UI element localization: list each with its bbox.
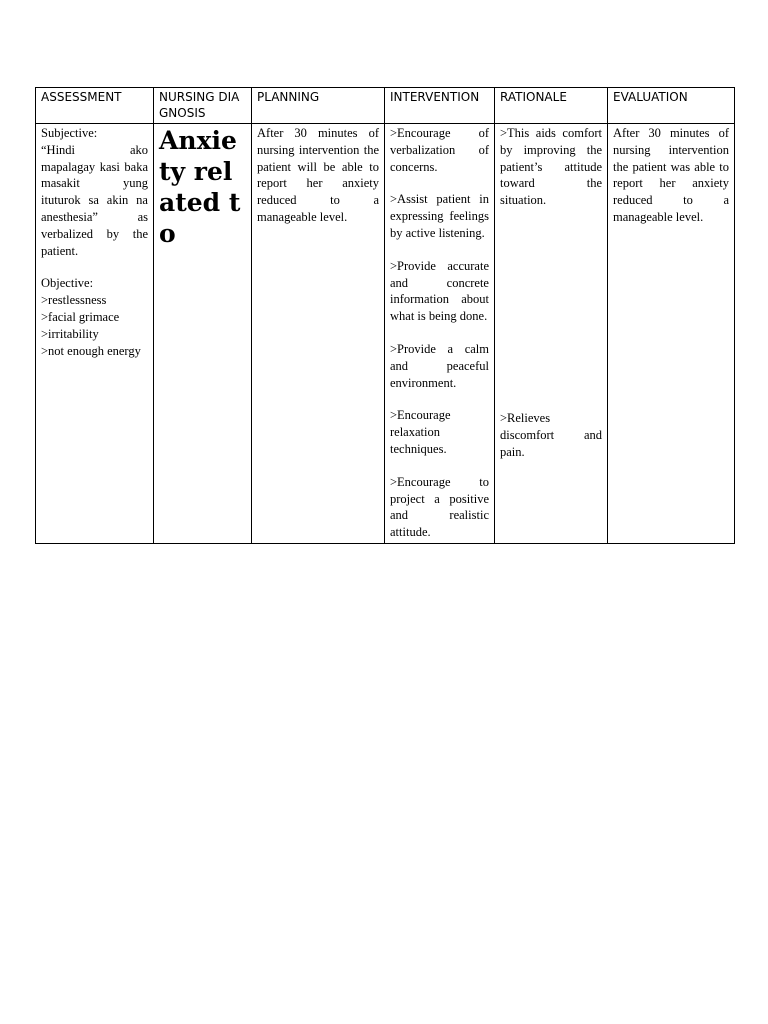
planning-cell [252,124,385,544]
intervention-item: >Encourage relaxation techniques. [390,408,451,456]
objective-item: >restlessness [41,293,107,308]
planning-text: After 30 minutes of nursing intervention the patient will be able to report her anxiety reduced to a manageable level. [257,126,379,224]
header-planning: PLANNING [252,88,385,124]
objective-block [41,275,148,359]
intervention-item: >Provide a calm and peaceful environment. [390,341,489,390]
objective-label: Objective: [41,276,94,291]
subjective-text: “Hindi ako mapalagay kasi baka masakit yung ituturok sa akin na anesthesia” as verbalized by the patient. [41,142,148,258]
intervention-item: >Provide accurate and concrete information about what is being done. [390,258,489,324]
subjective-block [41,125,148,259]
rationale-cell [495,124,608,544]
header-rationale: RATIONALE [495,88,608,124]
intervention-item: >Assist patient in expressing feelings by active listening. [390,192,489,240]
header-nursing-diagnosis: NURSING DIAGNOSIS [154,88,252,124]
evaluation-cell [608,124,735,544]
subjective-label: Subjective: [41,126,98,140]
evaluation-text: After 30 minutes of nursing intervention the patient was able to report her anxiety reduced to a manageable level. [613,126,729,224]
objective-item: >not enough energy [41,343,141,358]
rationale-item: >Relieves discomfort and pain. [500,410,602,459]
header-assessment: ASSESSMENT [36,88,154,124]
intervention-item: >Encourage to project a positive and realistic attitude. [390,474,489,540]
nursing-care-plan-table [35,87,735,544]
assessment-cell [36,124,154,544]
nursing-diagnosis-text: Anxiety related to [159,126,241,248]
header-row [36,88,735,124]
objective-item: >facial grimace [41,309,120,324]
intervention-item: >Encourage of verbalization of concerns. [390,126,489,174]
rationale-spacer [500,225,602,410]
intervention-cell [385,124,495,544]
nursing-diagnosis-cell [154,124,252,544]
objective-item: >irritability [41,326,99,341]
header-intervention: INTERVENTION [385,88,495,124]
rationale-item: >This aids comfort by improving the patient’s attitude toward the situation. [500,126,602,208]
header-evaluation: EVALUATION [608,88,735,124]
table-row [36,124,735,544]
